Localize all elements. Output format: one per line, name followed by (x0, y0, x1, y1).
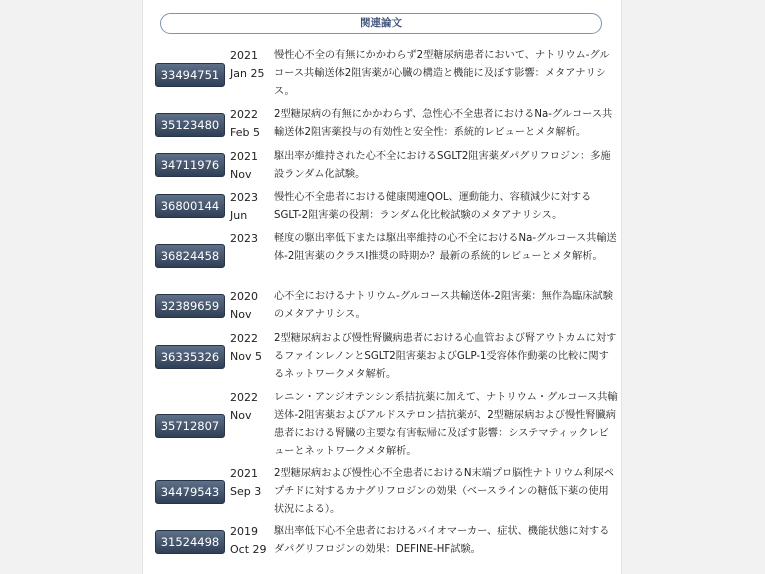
pmid-button[interactable]: 31524498 (155, 530, 225, 554)
paper-title[interactable]: 2型糖尿病および慢性腎臓病患者における心血管および腎アウトカムに対するファインレノンとSGLT2阻害薬およびGLP-1受容体作動薬の比較に関するネットワークメタ解析。 (274, 333, 617, 380)
pmid-button[interactable]: 36335326 (155, 345, 225, 369)
paper-title[interactable]: 軽度の駆出率低下または駆出率維持の心不全におけるNa-グルコース共輸送体-2阻害薬のクラスI推奨の時期か？最新の系統的レビューとメタ解析。 (274, 233, 617, 262)
paper-date: Nov (230, 409, 252, 422)
pmid-button[interactable]: 32389659 (155, 294, 225, 318)
paper-date: Nov 5 (230, 350, 262, 363)
paper-year: 2022 (230, 391, 258, 404)
paper-title[interactable]: レニン・アンジオテンシン系拮抗薬に加えて、ナトリウム・グルコース共輸送体-2阻害薬およびアルドステロン拮抗薬が、2型糖尿病および慢性腎臓病患者における腎臓の主要な有害転帰に及ぼす影響：システマティックレビューとネットワークメタ解析。 (274, 392, 618, 457)
paper-year: 2021 (230, 467, 258, 480)
pmid-button[interactable]: 34711976 (155, 153, 225, 177)
paper-year: 2022 (230, 332, 258, 345)
paper-title[interactable]: 心不全におけるナトリウム-グルコース共輸送体-2阻害薬：無作為臨床試験のメタアナリシス。 (274, 291, 613, 320)
paper-title[interactable]: 2型糖尿病および慢性心不全患者におけるN末端プロ脳性ナトリウム利尿ペプチドに対するカナグリフロジンの効果（ベースラインの糖低下薬の使用状況による）。 (274, 468, 614, 515)
paper-date: Jun (230, 209, 248, 222)
paper-year: 2023 (230, 191, 258, 204)
pmid-button[interactable]: 33494751 (155, 63, 225, 87)
pmid-button[interactable]: 36824458 (155, 244, 225, 268)
paper-date: Nov (230, 308, 252, 321)
paper-year: 2020 (230, 290, 258, 303)
paper-title[interactable]: 慢性心不全患者における健康関連QOL、運動能力、容積減少に対するSGLT-2阻害薬の役割：ランダム化比較試験のメタアナリシス。 (274, 192, 592, 221)
paper-date: Sep 3 (230, 485, 262, 498)
paper-title[interactable]: 2型糖尿病の有無にかかわらず、急性心不全患者におけるNa-グルコース共輸送体2阻害薬投与の有効性と安全性：系統的レビューとメタ解析。 (274, 109, 613, 138)
pmid-button[interactable]: 35123480 (155, 113, 225, 137)
paper-date: Oct 29 (230, 543, 267, 556)
paper-year: 2019 (230, 525, 258, 538)
paper-date: Nov (230, 168, 252, 181)
paper-year: 2021 (230, 49, 258, 62)
paper-title[interactable]: 駆出率が維持された心不全におけるSGLT2阻害薬ダパグリフロジン：多施設ランダム化試験。 (274, 151, 611, 180)
pmid-button[interactable]: 34479543 (155, 480, 225, 504)
paper-year: 2023 (230, 232, 258, 245)
paper-title[interactable]: 慢性心不全の有無にかかわらず2型糖尿病患者において、ナトリウム-グルコース共輸送体2阻害薬が心臓の構造と機能に及ぼす影響：メタアナリシス。 (274, 50, 610, 97)
paper-year: 2021 (230, 150, 258, 163)
paper-date: Jan 25 (230, 67, 265, 80)
pmid-button[interactable]: 36800144 (155, 194, 225, 218)
paper-title[interactable]: 駆出率低下心不全患者におけるバイオマーカー、症状、機能状態に対するダパグリフロジンの効果：DEFINE-HF試験。 (274, 526, 610, 555)
paper-year: 2022 (230, 108, 258, 121)
pmid-button[interactable]: 35712807 (155, 414, 225, 438)
related-papers-panel (142, 0, 622, 574)
paper-date: Feb 5 (230, 126, 260, 139)
section-header: 関連論文 (160, 13, 602, 34)
